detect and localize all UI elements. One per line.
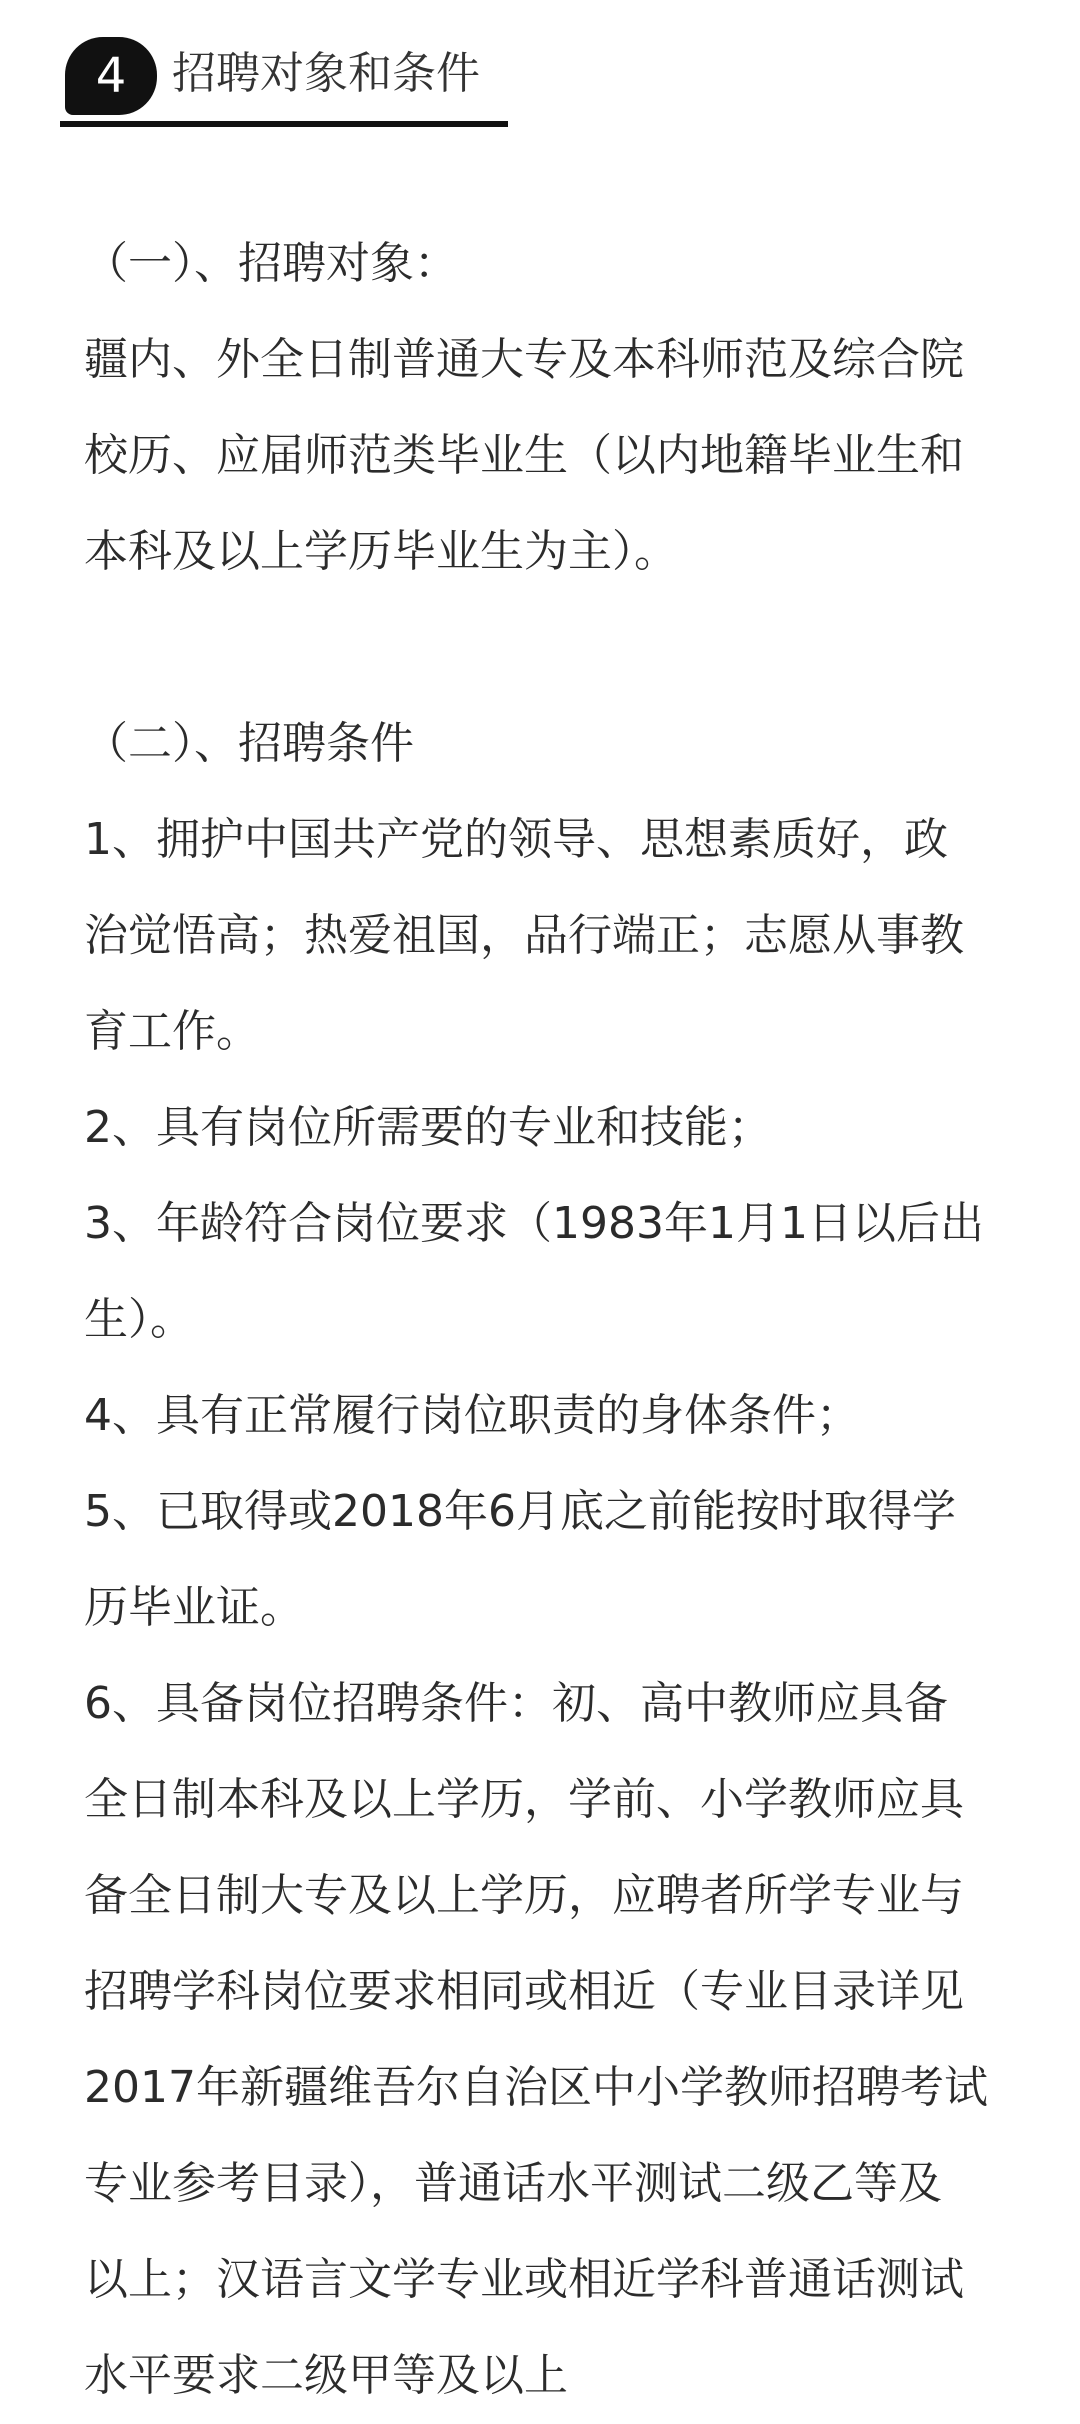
paragraph-line: 3、年龄符合岗位要求（1983年1月1日以后出 bbox=[84, 1198, 984, 1249]
paragraph-line: 1、拥护中国共产党的领导、思想素质好，政 bbox=[84, 814, 948, 865]
section-number-badge: 4 bbox=[65, 37, 157, 115]
paragraph-line: 校历、应届师范类毕业生（以内地籍毕业生和 bbox=[84, 430, 964, 481]
article-body bbox=[84, 216, 1004, 2424]
paragraph-line: 生）。 bbox=[84, 1294, 194, 1345]
paragraph-gap bbox=[84, 600, 1004, 696]
paragraph-line: 治觉悟高；热爱祖国，品行端正；志愿从事教 bbox=[84, 910, 964, 961]
paragraph-line: 4、具有正常履行岗位职责的身体条件； bbox=[84, 1390, 860, 1441]
paragraph-line: 2017年新疆维吾尔自治区中小学教师招聘考试 bbox=[84, 2062, 988, 2113]
paragraph-line: 5、已取得或2018年6月底之前能按时取得学 bbox=[84, 1486, 956, 1537]
paragraph-line: 2、具有岗位所需要的专业和技能； bbox=[84, 1102, 772, 1153]
paragraph-line: 备全日制大专及以上学历，应聘者所学专业与 bbox=[84, 1870, 964, 1921]
paragraph-line: 6、具备岗位招聘条件：初、高中教师应具备 bbox=[84, 1678, 948, 1729]
paragraph-line: 疆内、外全日制普通大专及本科师范及综合院 bbox=[84, 334, 964, 385]
paragraph-line: 全日制本科及以上学历，学前、小学教师应具 bbox=[84, 1774, 964, 1825]
section-header bbox=[60, 32, 510, 132]
paragraph-line: 育工作。 bbox=[84, 1006, 260, 1057]
paragraph-line: 以上；汉语言文学专业或相近学科普通话测试 bbox=[84, 2254, 964, 2305]
paragraph-line: 招聘学科岗位要求相同或相近（专业目录详见 bbox=[84, 1966, 964, 2017]
subheading-recruitment-conditions: （二）、招聘条件 bbox=[84, 718, 414, 769]
section-title: 招聘对象和条件 bbox=[172, 48, 480, 99]
header-underline bbox=[60, 121, 508, 127]
paragraph-line: 水平要求二级甲等及以上 bbox=[84, 2350, 568, 2401]
paragraph-line: 本科及以上学历毕业生为主）。 bbox=[84, 526, 678, 577]
subheading-recruitment-target: （一）、招聘对象： bbox=[84, 238, 458, 289]
paragraph-line: 历毕业证。 bbox=[84, 1582, 304, 1633]
paragraph-line: 专业参考目录），普通话水平测试二级乙等及 bbox=[84, 2158, 942, 2209]
